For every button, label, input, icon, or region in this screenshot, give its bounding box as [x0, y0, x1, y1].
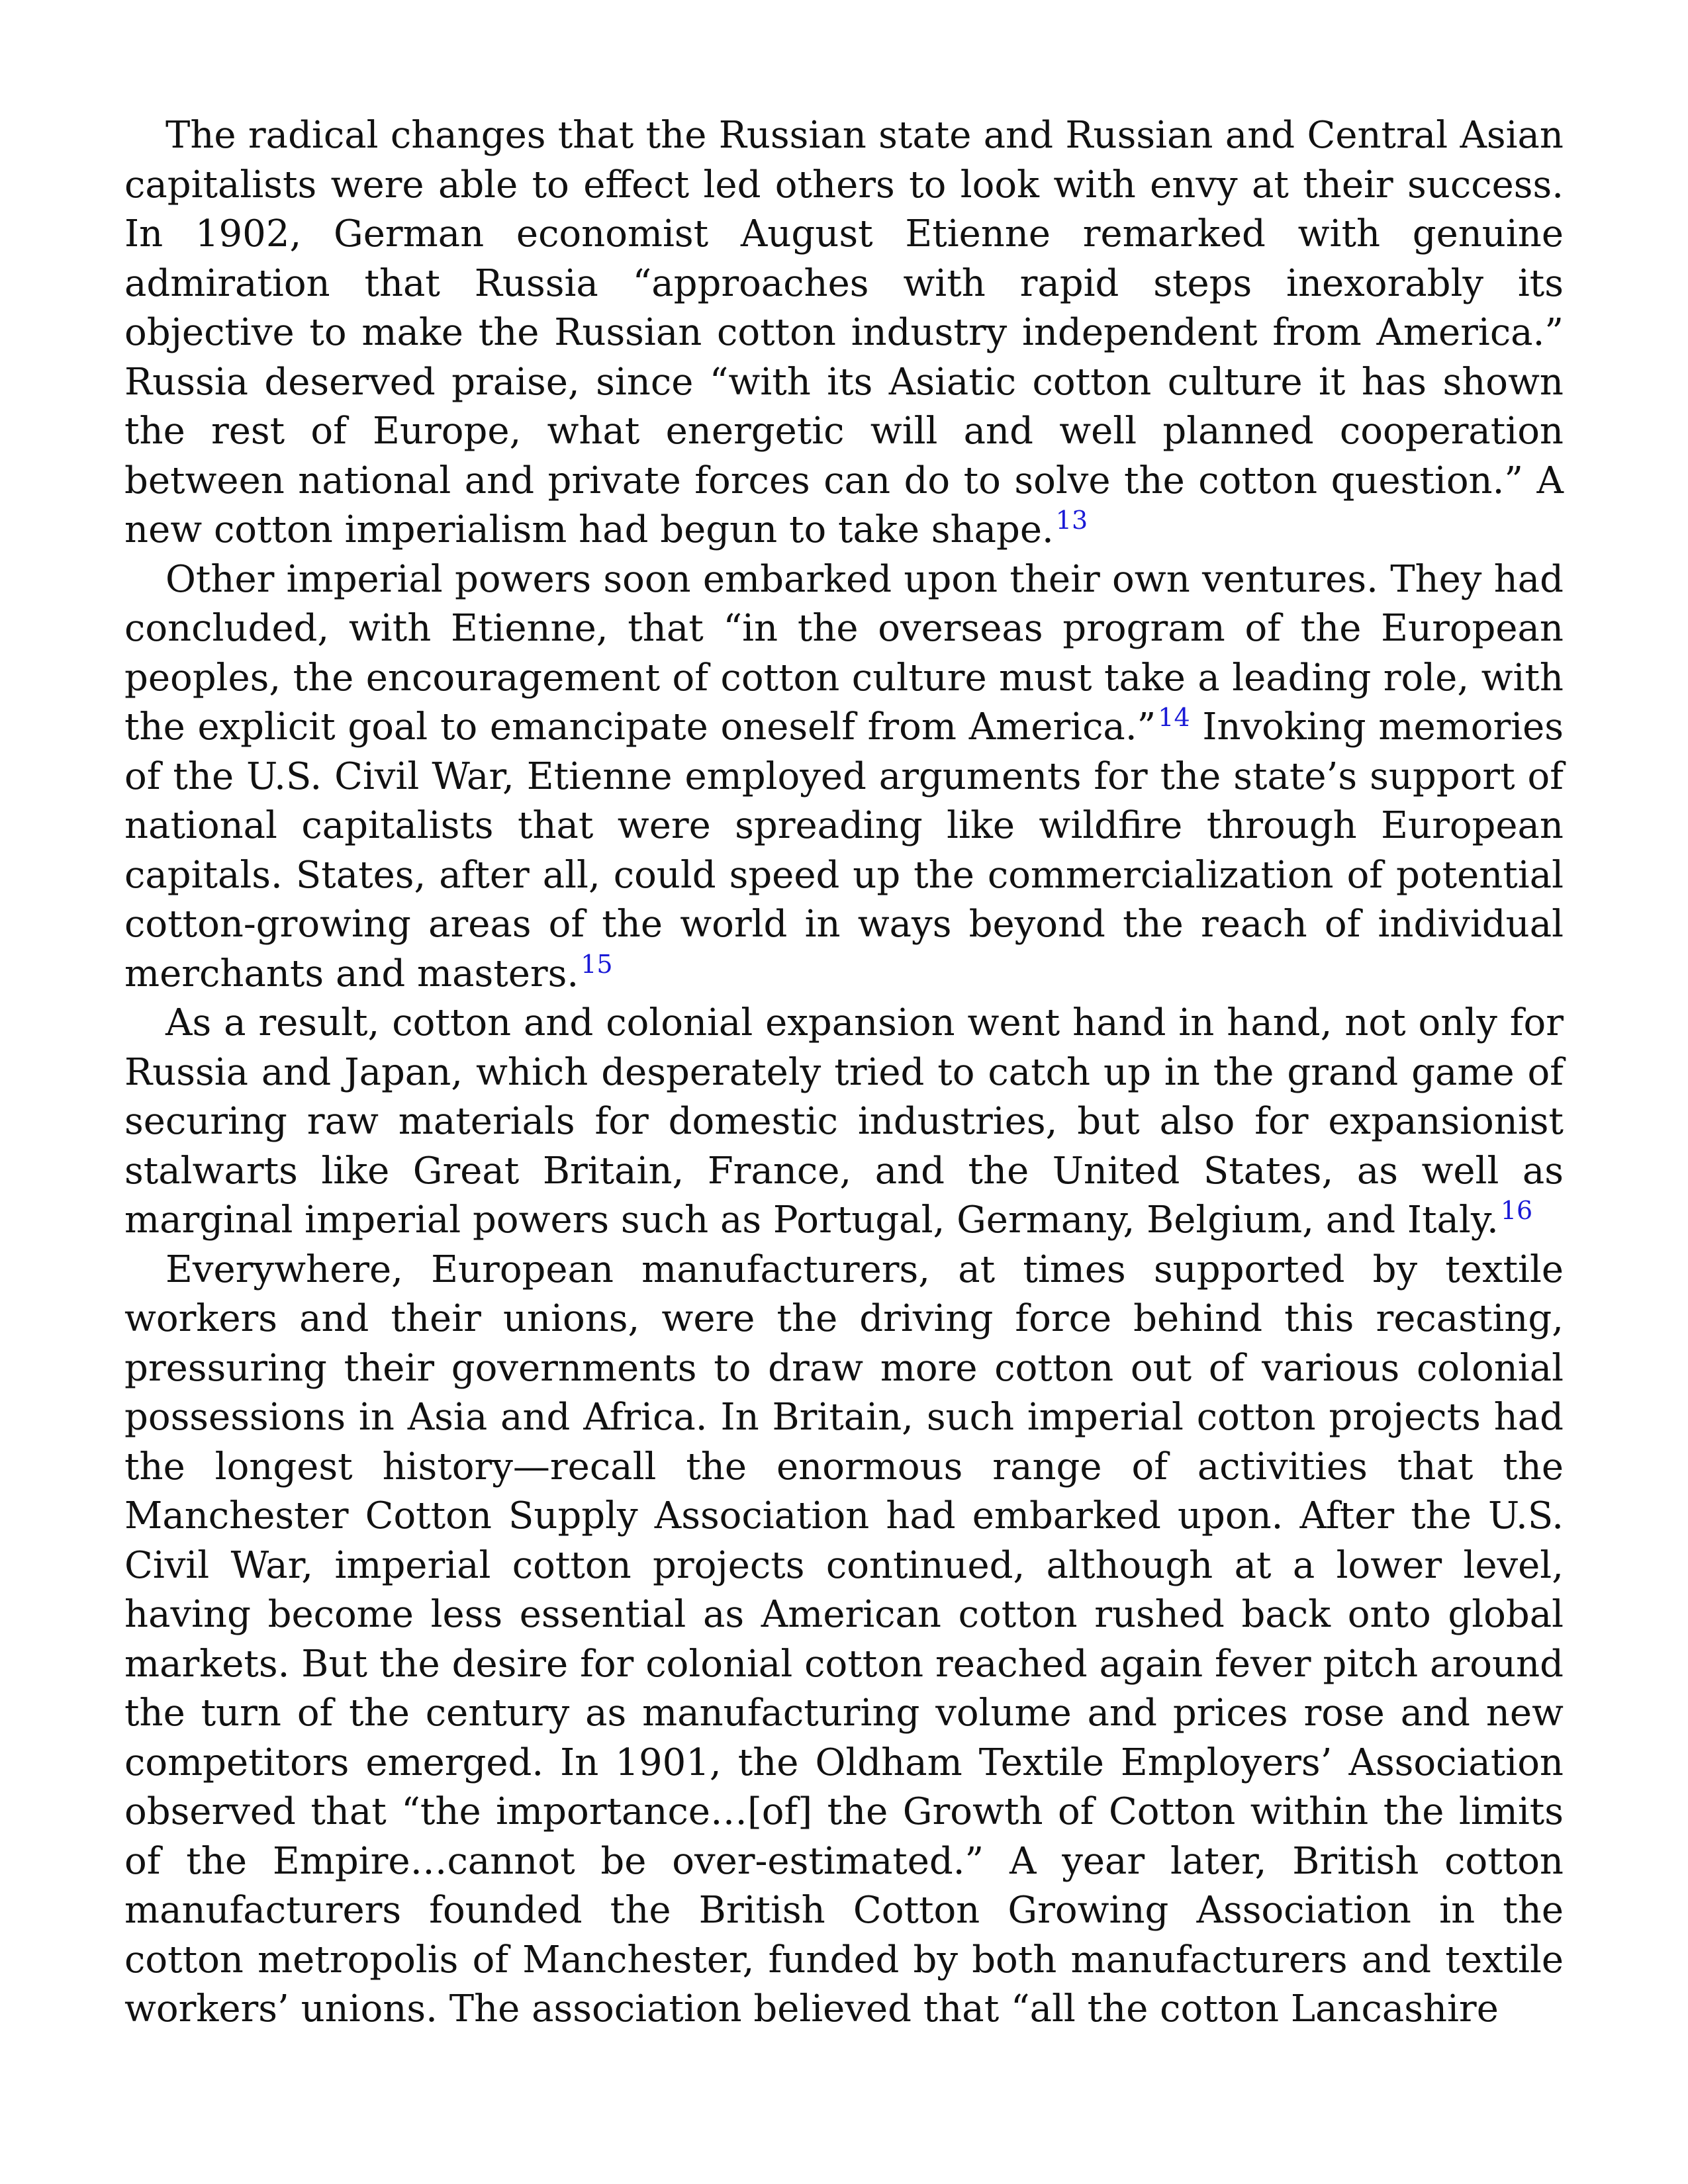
paragraph-1 [124, 111, 1564, 555]
paragraph-3-text: As a result, cotton and colonial expansion went hand in hand, not only for Russia and Japan, which desperately tried to catch up in the grand game of securing raw materials for domestic industries, but also for expansionist stalwarts like Great Britain, France, and the United States, as well as marginal imperial powers such as Portugal, Germany, Belgium, and Italy. [124, 1001, 1564, 1242]
book-page-body [124, 111, 1564, 2034]
footnote-ref-14[interactable]: 14 [1158, 703, 1190, 733]
paragraph-4 [124, 1246, 1564, 2034]
footnote-ref-16[interactable]: 16 [1500, 1196, 1533, 1226]
paragraph-2-text-a: Other imperial powers soon embarked upon their own ventures. They had concluded, with Etienne, that “in the overseas program of the European peoples, the encouragement of cotton culture must take a leading role, with the explicit goal to emancipate oneself from America.” [124, 557, 1564, 749]
paragraph-4-text: Everywhere, European manufacturers, at times supported by textile workers and their unions, were the driving force behind this recasting, pressuring their governments to draw more cotton out of various colonial possessions in Asia and Africa. In Britain, such imperial cotton projects had the longest history—recall the enormous range of activities that the Manchester Cotton Supply Association had embarked upon. After the U.S. Civil War, imperial cotton projects continued, although at a lower level, having become less essential as American cotton rushed back onto global markets. But the desire for colonial cotton reached again fever pitch around the turn of the century as manufacturing volume and prices rose and new competitors emerged. In 1901, the Oldham Textile Employers’ Association observed that “the importance…[of] the Growth of Cotton within the limits of the Empire…cannot be over-estimated.” A year later, British cotton manufacturers founded the British Cotton Growing Association in the cotton metropolis of Manchester, funded by both manufacturers and textile workers’ unions. The association believed that “all the cotton Lancashire [124, 1248, 1564, 2030]
paragraph-2-text-b: Invoking memories of the U.S. Civil War, Etienne employed arguments for the state’s support of national capitalists that were spreading like wildfire through European capitals. States, after all, could speed up the commercialization of potential cotton-growing areas of the world in ways beyond the reach of individual merchants and masters. [124, 705, 1564, 995]
footnote-ref-13[interactable]: 13 [1055, 506, 1088, 535]
paragraph-2 [124, 555, 1564, 999]
paragraph-1-text: The radical changes that the Russian state and Russian and Central Asian capitalists were able to effect led others to look with envy at their success. In 1902, German economist August Etienne remarked with genuine admiration that Russia “approaches with rapid steps inexorably its objective to make the Russian cotton industry independent from America.” Russia deserved praise, since “with its Asiatic cotton culture it has shown the rest of Europe, what energetic will and well planned cooperation between national and private forces can do to solve the cotton question.” A new cotton imperialism had begun to take shape. [124, 114, 1564, 551]
footnote-ref-15[interactable]: 15 [581, 949, 613, 979]
paragraph-3 [124, 999, 1564, 1246]
